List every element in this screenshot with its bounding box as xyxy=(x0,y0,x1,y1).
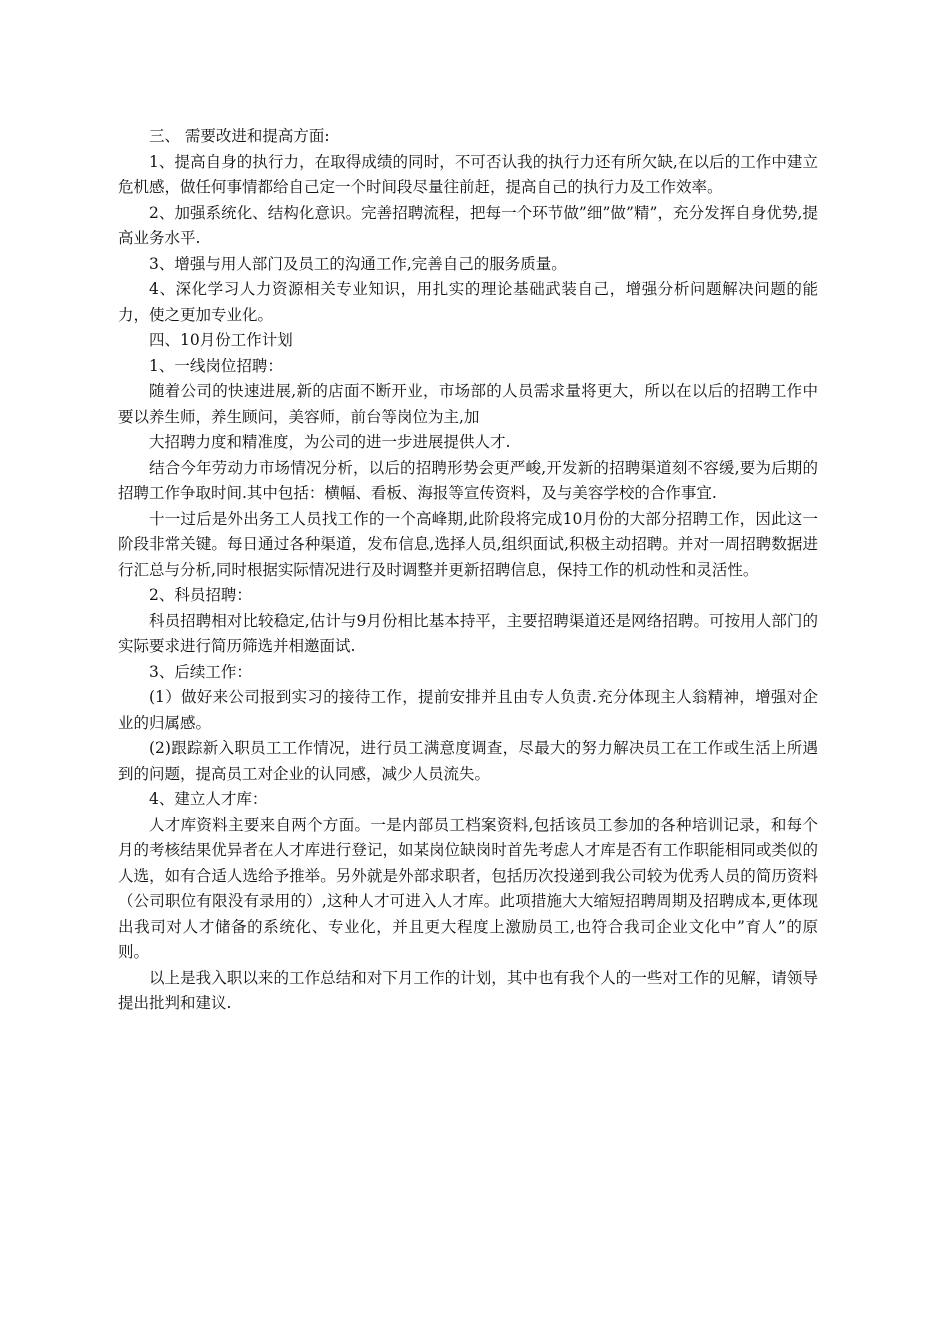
paragraph-talent-pool: 人才库资料主要来自两个方面。一是内部员工档案资料,包括该员工参加的各种培训记录，和每个月的考核结果优异者在人才库进行登记，如某岗位缺岗时首先考虑人才库是否有工作职能相同或类似的人选，如有合适人选给予推举。另外就是外部求职者，包括历次投递到我公司较为优秀人员的简历资料（公司职位有限没有录用的）,这种人才可进入人才库。此项措施大大缩短招聘周期及招聘成本,更体现出我司对人才储备的系统化、专业化，并且更大程度上激励员工,也符合我司企业文化中”育人”的原则。 xyxy=(118,815,818,961)
section-heading-improvements: 三、 需要改进和提高方面: xyxy=(149,127,330,145)
paragraph-follow-up-2: (2)跟踪新入职员工工作情况，进行员工满意度调查，尽最大的努力解决员工在工作或生活上所遇到的问题，提高员工对企业的认同感，减少人员流失。 xyxy=(118,739,818,783)
subheading-staff-recruitment: 2、科员招聘： xyxy=(149,586,252,604)
subheading-frontline-recruitment: 1、一线岗位招聘： xyxy=(149,356,283,375)
paragraph-execution: 1、提高自身的执行力，在取得成绩的同时，不可否认我的执行力还有所欠缺,在以后的工作中建立危机感，做任何事情都给自己定一个时间段尽量往前赶，提高自己的执行力及工作效率。 xyxy=(118,152,818,196)
paragraph-systematization: 2、加强系统化、结构化意识。完善招聘流程，把每一个环节做”细”做”精”，充分发挥自身优势,提高业务水平. xyxy=(118,203,818,247)
subheading-follow-up: 3、后续工作： xyxy=(149,662,252,681)
subheading-talent-pool: 4、建立人才库： xyxy=(149,790,268,808)
paragraph-follow-up-1: (1）做好来公司报到实习的接待工作，提前安排并且由专人负责.充分体现主人翁精神，增强对企业的归属感。 xyxy=(118,688,818,732)
paragraph-staff-recruitment: 科员招聘相对比较稳定,估计与9月份相比基本持平，主要招聘渠道还是网络招聘。可按用人部门的实际要求进行简历筛选并相邀面试. xyxy=(118,611,818,655)
section-heading-october-plan: 四、10月份工作计划 xyxy=(149,331,293,349)
paragraph-company-growth: 随着公司的快速进展,新的店面不断开业，市场部的人员需求量将更大，所以在以后的招聘工作中要以养生师，养生顾问，美容师，前台等岗位为主,加 xyxy=(118,382,818,426)
paragraph-recruitment-intensity: 大招聘力度和精准度，为公司的进一步进展提供人才. xyxy=(149,433,511,451)
paragraph-peak-period: 十一过后是外出务工人员找工作的一个高峰期,此阶段将完成10月份的大部分招聘工作，因此这一阶段非常关键。每日通过各种渠道，发布信息,选择人员,组织面试,积极主动招聘。并对一周招聘数据进行汇总与分析,同时根据实际情况进行及时调整并更新招聘信息，保持工作的机动性和灵活性。 xyxy=(118,509,818,579)
paragraph-labor-market: 结合今年劳动力市场情况分析，以后的招聘形势会更严峻,开发新的招聘渠道刻不容缓,要为后期的招聘工作争取时间.其中包括：横幅、看板、海报等宣传资料，及与美容学校的合作事宜. xyxy=(118,458,818,502)
paragraph-conclusion: 以上是我入职以来的工作总结和对下月工作的计划，其中也有我个人的一些对工作的见解，请领导提出批判和建议. xyxy=(118,968,818,1012)
document-body xyxy=(118,124,818,1017)
paragraph-communication: 3、增强与用人部门及员工的沟通工作,完善自己的服务质量。 xyxy=(149,254,567,273)
paragraph-hr-knowledge: 4、深化学习人力资源相关专业知识，用扎实的理论基础武装自己，增强分析问题解决问题的能力，使之更加专业化。 xyxy=(118,280,818,324)
